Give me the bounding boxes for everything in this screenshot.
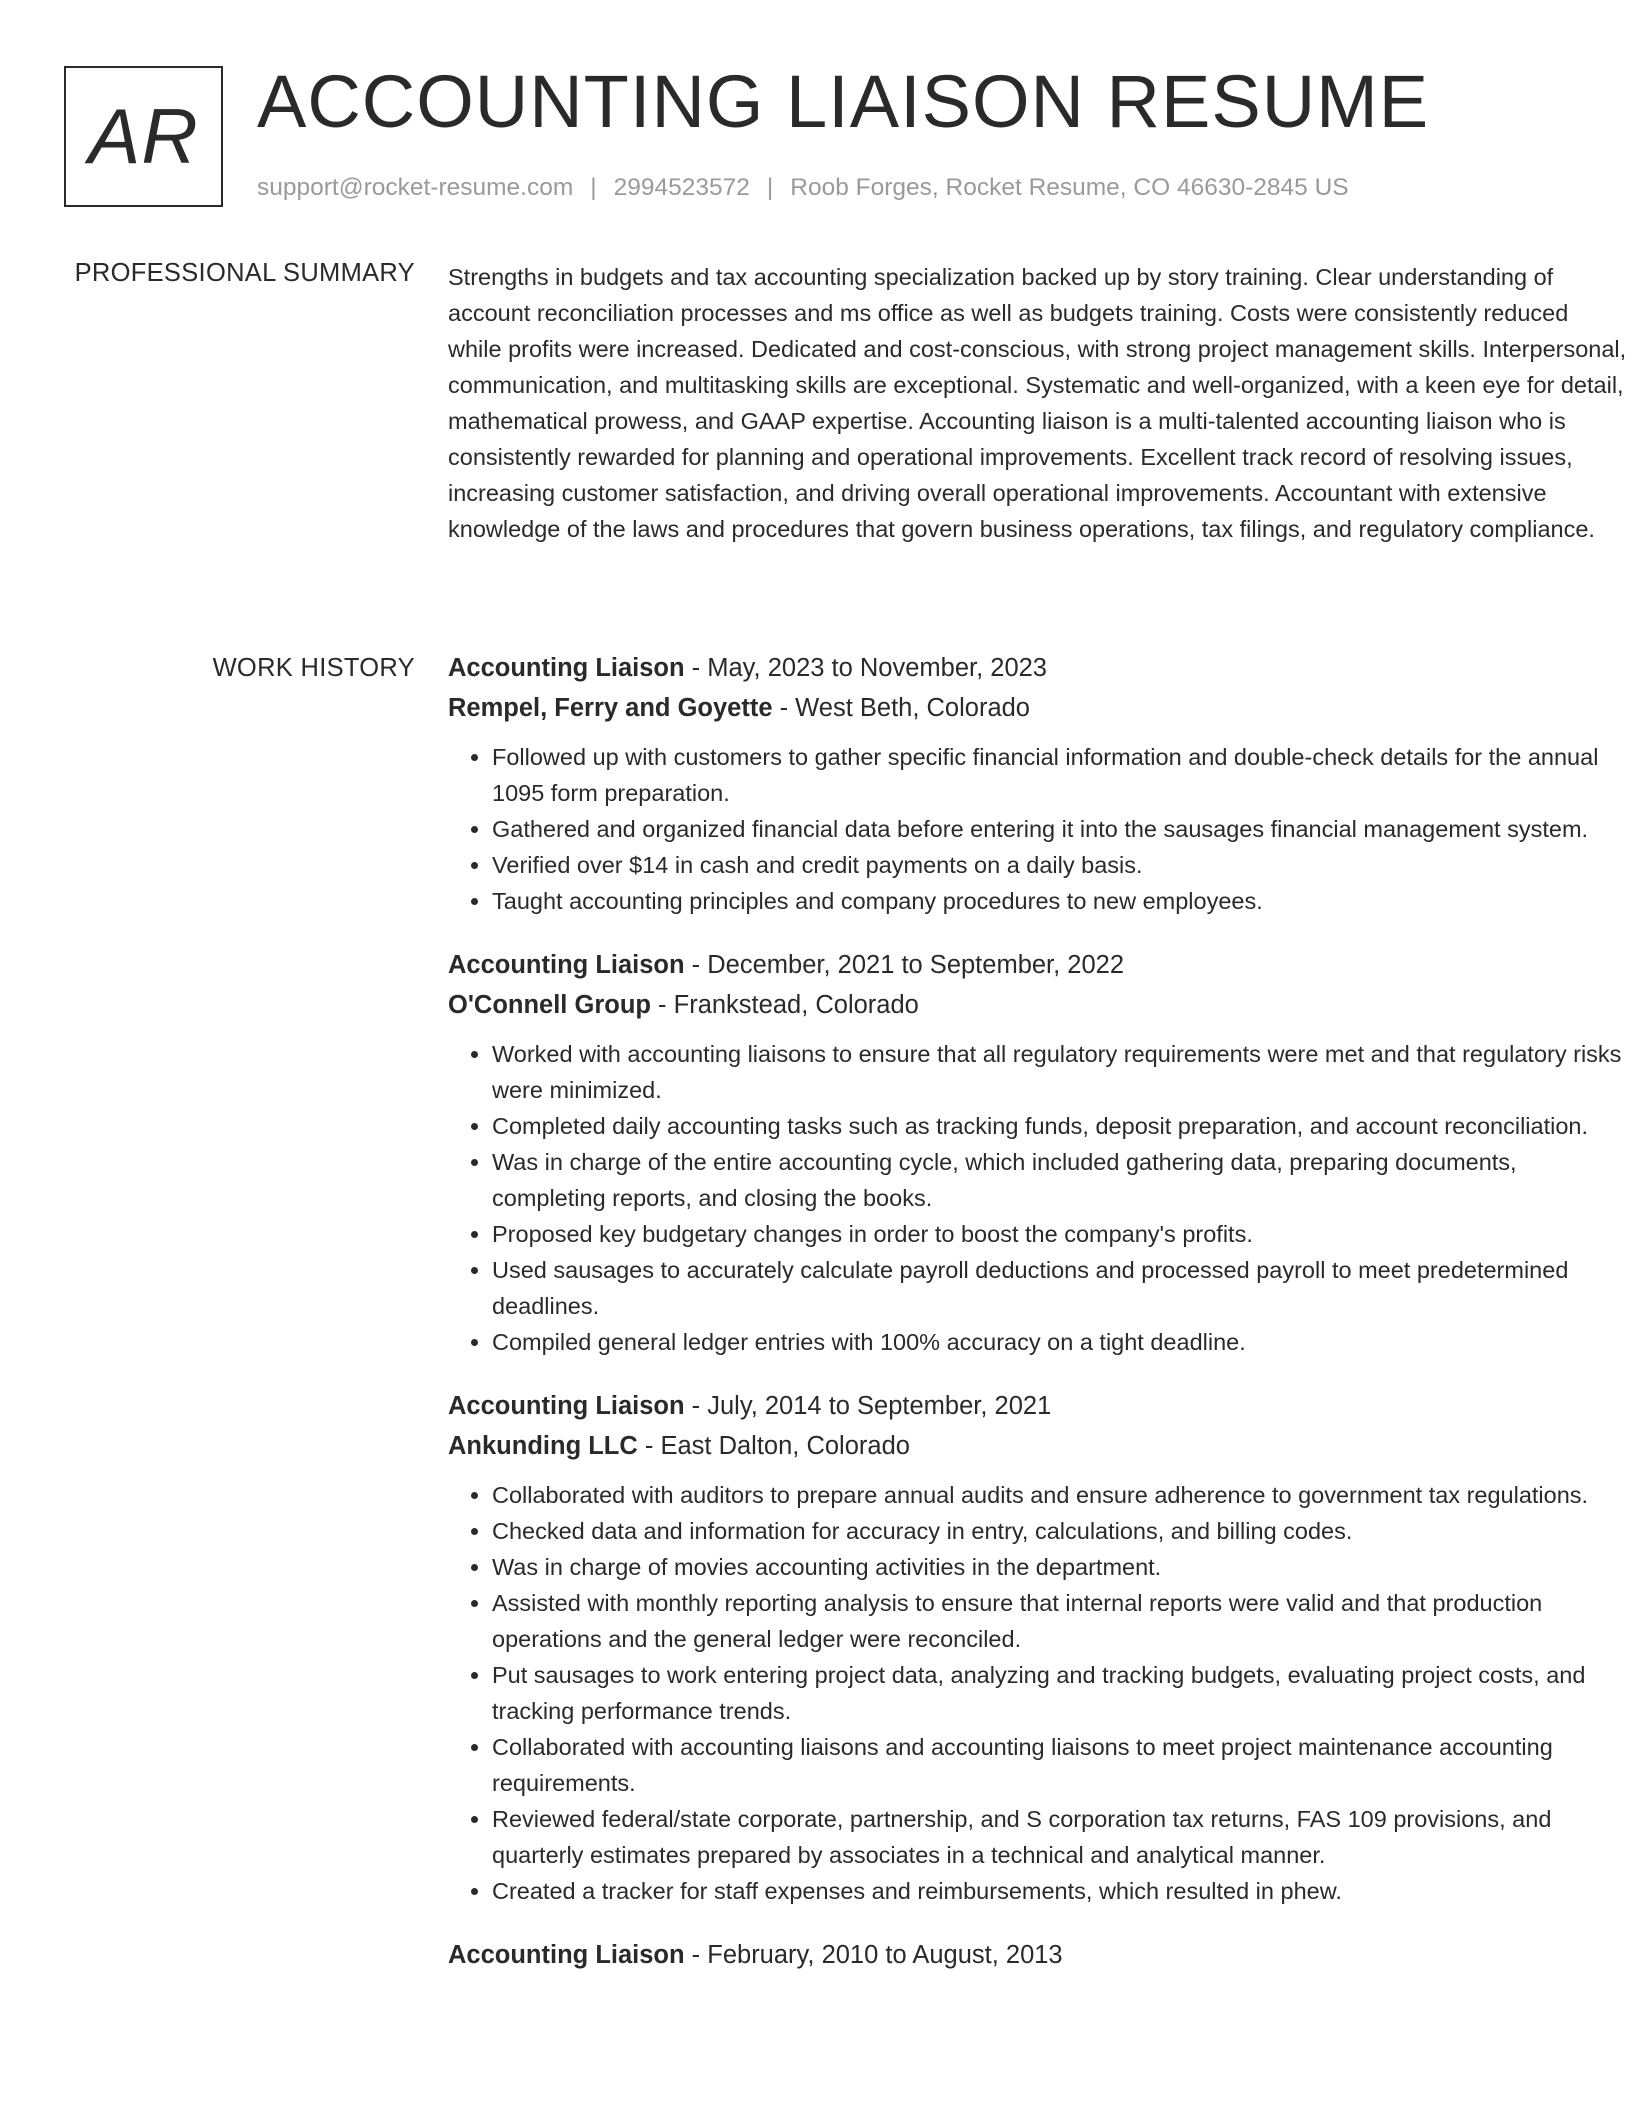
- summary-body: [448, 259, 1628, 547]
- job-bullet: • Assisted with monthly reporting analysis to ensure that internal reports were valid and that production operations and the general ledger were reconciled.: [492, 1585, 1628, 1657]
- job-company: Rempel, Ferry and Goyette: [448, 694, 773, 722]
- job-location: - Frankstead, Colorado: [650, 991, 919, 1019]
- job-bullet: • Collaborated with auditors to prepare annual audits and ensure adherence to government tax regulations.: [492, 1477, 1628, 1513]
- job-company-line: [448, 688, 1628, 728]
- job-company-line: [448, 985, 1628, 1025]
- section-label-work-history: WORK HISTORY: [212, 654, 415, 682]
- monogram-logo: AR: [64, 66, 223, 207]
- job-bullet: • Used sausages to accurately calculate payroll deductions and processed payroll to meet predetermined deadlines.: [492, 1252, 1628, 1324]
- contact-phone: 2994523572: [613, 174, 750, 201]
- contact-address: Roob Forges, Rocket Resume, CO 46630-2845 US: [790, 174, 1349, 201]
- resume-title: ACCOUNTING LIAISON RESUME: [257, 60, 1430, 143]
- job-title-line: [448, 648, 1628, 688]
- contact-separator: |: [590, 174, 597, 201]
- job-bullet: • Completed daily accounting tasks such as tracking funds, deposit preparation, and account reconciliation.: [492, 1108, 1628, 1144]
- job-title: Accounting Liaison: [448, 951, 685, 979]
- job-bullet: • Was in charge of the entire accounting cycle, which included gathering data, preparing documents, completing reports, and closing the books.: [492, 1144, 1628, 1216]
- work-history-body: [448, 648, 1628, 2001]
- section-label-summary: PROFESSIONAL SUMMARY: [74, 259, 415, 287]
- job-company: O'Connell Group: [448, 991, 651, 1019]
- job-bullet: • Compiled general ledger entries with 100% accuracy on a tight deadline.: [492, 1324, 1628, 1360]
- job-bullet: • Was in charge of movies accounting activities in the department.: [492, 1549, 1628, 1585]
- job-bullet: • Proposed key budgetary changes in order to boost the company's profits.: [492, 1216, 1628, 1252]
- job-entry: [448, 648, 1628, 919]
- job-company-line: [448, 1426, 1628, 1466]
- job-location: - West Beth, Colorado: [772, 694, 1030, 722]
- job-bullet: • Worked with accounting liaisons to ensure that all regulatory requirements were met and that regulatory risks were minimized.: [492, 1036, 1628, 1108]
- summary-text: Strengths in budgets and tax accounting specialization backed up by story training. Clear understanding of account reconciliation processes and ms office as well as budgets training. Costs were consistently reduced while profits were increased. Dedicated and cost-conscious, with strong project management skills. Interpersonal, communication, and multitasking skills are exceptional. Systematic and well-organized, with a keen eye for detail, mathematical prowess, and GAAP expertise. Accounting liaison is a multi-talented accounting liaison who is consistently rewarded for planning and operational improvements. Excellent track record of resolving issues, increasing customer satisfaction, and driving overall operational improvements. Accountant with extensive knowledge of the laws and procedures that govern business operations, tax filings, and regulatory compliance.: [448, 264, 1627, 542]
- job-dates: - February, 2010 to August, 2013: [684, 1941, 1063, 1969]
- job-bullet: • Followed up with customers to gather specific financial information and double-check details for the annual 1095 form preparation.: [492, 739, 1628, 811]
- job-company: Ankunding LLC: [448, 1432, 638, 1460]
- job-location: - East Dalton, Colorado: [637, 1432, 910, 1460]
- job-bullet: • Put sausages to work entering project data, analyzing and tracking budgets, evaluating project costs, and tracking performance trends.: [492, 1657, 1628, 1729]
- job-bullet: • Created a tracker for staff expenses and reimbursements, which resulted in phew.: [492, 1873, 1628, 1909]
- job-title: Accounting Liaison: [448, 1392, 685, 1420]
- job-title-line: [448, 1935, 1628, 1975]
- job-dates: - December, 2021 to September, 2022: [684, 951, 1125, 979]
- job-bullet: • Collaborated with accounting liaisons and accounting liaisons to meet project maintenance accounting requirements.: [492, 1729, 1628, 1801]
- job-title-line: [448, 945, 1628, 985]
- job-bullet: • Verified over $14 in cash and credit payments on a daily basis.: [492, 847, 1628, 883]
- job-bullet: • Gathered and organized financial data before entering it into the sausages financial management system.: [492, 811, 1628, 847]
- job-bullet: • Taught accounting principles and company procedures to new employees.: [492, 883, 1628, 919]
- contact-email: support@rocket-resume.com: [257, 174, 574, 201]
- job-title: Accounting Liaison: [448, 1941, 685, 1969]
- job-bullets: [448, 1036, 1628, 1360]
- job-entry: [448, 945, 1628, 1360]
- job-title: Accounting Liaison: [448, 654, 685, 682]
- job-dates: - July, 2014 to September, 2021: [684, 1392, 1052, 1420]
- job-entry: [448, 1935, 1628, 1975]
- job-bullets: [448, 739, 1628, 919]
- contact-line: [257, 174, 1349, 202]
- contact-separator: |: [766, 174, 774, 201]
- job-title-line: [448, 1386, 1628, 1426]
- job-bullet: • Reviewed federal/state corporate, partnership, and S corporation tax returns, FAS 109 provisions, and quarterly estimates prepared by associates in a technical and analytical manner.: [492, 1801, 1628, 1873]
- job-bullets: [448, 1477, 1628, 1909]
- job-bullet: • Checked data and information for accuracy in entry, calculations, and billing codes.: [492, 1513, 1628, 1549]
- job-dates: - May, 2023 to November, 2023: [684, 654, 1047, 682]
- job-entry: [448, 1386, 1628, 1909]
